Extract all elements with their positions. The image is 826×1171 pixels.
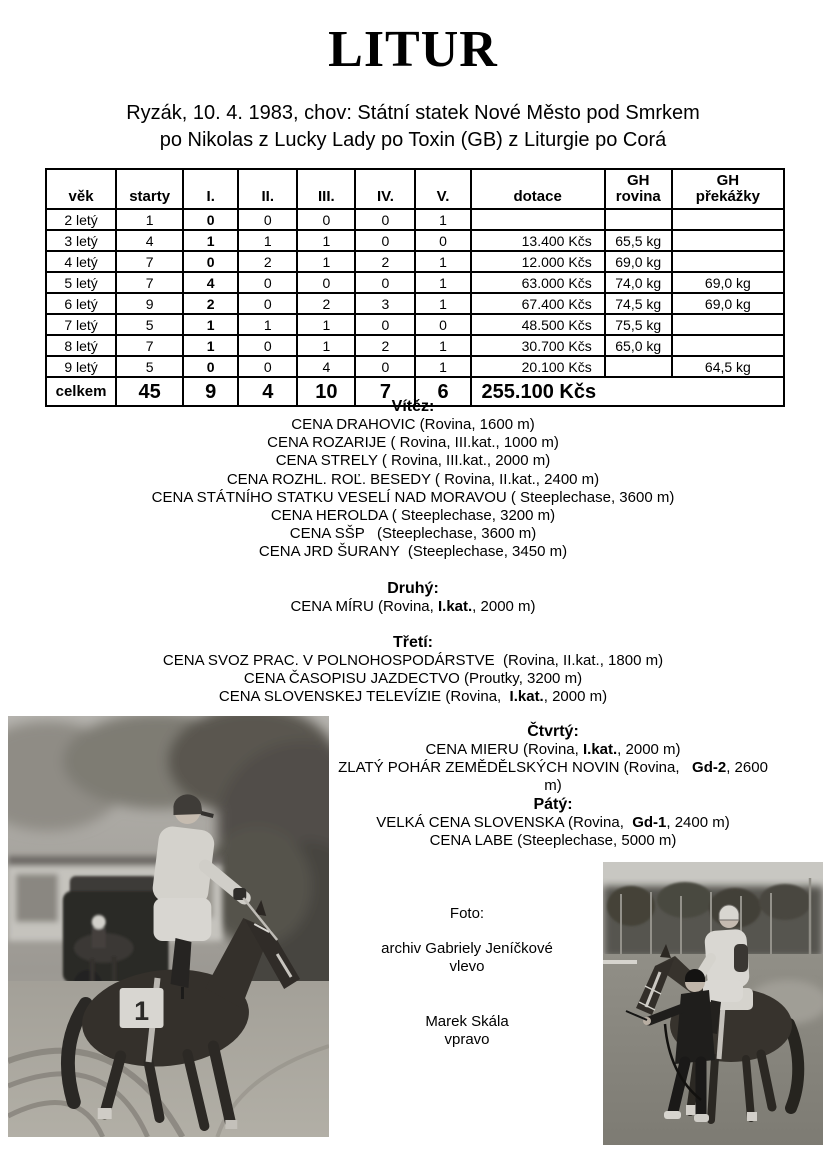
cell: 1: [183, 314, 238, 335]
section-heading-paty: Pátý:: [533, 796, 573, 813]
cell: [672, 251, 784, 272]
photo-credit-right-position: vpravo: [444, 1031, 490, 1048]
cell: [471, 209, 605, 230]
cell: 0: [355, 230, 415, 251]
jockey-breeches: [154, 898, 212, 941]
cell: 1: [415, 335, 470, 356]
cell: [672, 335, 784, 356]
prize-line-bold-segment: I.kat.: [582, 741, 618, 758]
prize-line-bold-segment: Gd-2: [692, 759, 727, 777]
col-header-0: věk: [46, 169, 116, 209]
horse-description: [0, 100, 826, 154]
photo-credits-heading: Foto:: [449, 905, 485, 922]
total-cell: 9: [183, 377, 238, 406]
table-row: [46, 209, 784, 230]
cell: 0: [415, 314, 470, 335]
cell: 3 letý: [46, 230, 116, 251]
prize-line-segment: CENA SVOZ PRAC. V POLNOHOSPODÁRSTVE (Rovina, II.kat., 1800 m): [162, 652, 664, 669]
cell: 0: [183, 356, 238, 377]
results-table: [45, 168, 785, 407]
prize-line: [0, 434, 826, 452]
cell: 0: [238, 272, 297, 293]
prize-section-second: [0, 580, 826, 616]
cell: 4: [116, 230, 183, 251]
prize-line: [0, 688, 826, 706]
left-photo-jockey-on-racehorse: [8, 716, 329, 1137]
prize-line-segment: , 2000 m): [617, 741, 681, 758]
prize-line-segment: CENA ROZARIJE ( Rovina, III.kat., 1000 m): [267, 434, 559, 452]
cell: 0: [183, 251, 238, 272]
prize-line-segment: CENA STÁTNÍHO STATKU VESELÍ NAD MORAVOU ( Steeplechase, 3600 m): [151, 488, 675, 506]
cell: 0: [238, 356, 297, 377]
prize-line: [0, 471, 826, 489]
prize-line-segment: , 2600 m): [544, 759, 773, 795]
cell: 0: [415, 230, 470, 251]
white-sock: [686, 1105, 697, 1115]
cell: 5: [116, 356, 183, 377]
prize-line-segment: , 2000 m): [543, 688, 608, 706]
table-row: [46, 314, 784, 335]
prize-line: [0, 525, 826, 543]
cell: 1: [297, 314, 355, 335]
cell: 20.100 Kčs: [471, 356, 605, 377]
cell: 0: [297, 272, 355, 293]
cell: 1: [415, 209, 470, 230]
col-header-5: IV.: [355, 169, 415, 209]
prize-line-segment: ZLATÝ POHÁR ZEMĚDĚLSKÝCH NOVIN (Rovina,: [338, 759, 693, 777]
cell: 4: [183, 272, 238, 293]
table-header: [46, 169, 784, 209]
cell: 6 letý: [46, 293, 116, 314]
section-heading-vitez: Vítěz:: [391, 398, 435, 415]
cell: 7: [116, 335, 183, 356]
cell: 30.700 Kčs: [471, 335, 605, 356]
header-row: [46, 169, 784, 209]
hoof: [225, 1120, 237, 1129]
table-row: [46, 293, 784, 314]
jockey-cap: [719, 905, 739, 920]
white-fetlock: [98, 1108, 112, 1119]
cell: 7: [116, 272, 183, 293]
cell: 9 letý: [46, 356, 116, 377]
prize-line: [0, 416, 826, 434]
cell: [672, 209, 784, 230]
cell: 0: [355, 209, 415, 230]
cell: 7 letý: [46, 314, 116, 335]
prize-line-segment: VELKÁ CENA SLOVENSKA (Rovina,: [376, 814, 633, 831]
prize-line-segment: , 2000 m): [472, 598, 536, 615]
cell: 12.000 Kčs: [471, 251, 605, 272]
cell: 1: [238, 230, 297, 251]
cell: 65,5 kg: [605, 230, 672, 251]
section-heading-druhy: Druhý:: [387, 580, 439, 597]
prize-line: [330, 741, 776, 759]
right-photo-groom-leading-horse: [603, 862, 823, 1145]
cell: 64,5 kg: [672, 356, 784, 377]
cell: 0: [355, 356, 415, 377]
prize-line-segment: , 2400 m): [666, 814, 730, 831]
cell: 1: [238, 314, 297, 335]
cell: 1: [415, 251, 470, 272]
total-cell: 7: [355, 377, 415, 406]
cell: 63.000 Kčs: [471, 272, 605, 293]
prize-section-third: [0, 634, 826, 707]
cell: 1: [415, 293, 470, 314]
table-row: [46, 335, 784, 356]
prize-line: [330, 832, 776, 850]
prize-line-segment: CENA HEROLDA ( Steeplechase, 3200 m): [270, 507, 556, 525]
cell: 2: [355, 251, 415, 272]
page-title: LITUR: [328, 21, 498, 78]
photo-credit-left-name: archiv Gabriely Jeníčkové: [381, 940, 553, 957]
white-rail: [603, 960, 637, 964]
bib-number-text: 1: [134, 995, 150, 1027]
cell: 1: [415, 272, 470, 293]
cell: 2 letý: [46, 209, 116, 230]
groom-shoe-right: [694, 1114, 709, 1122]
total-cell: 10: [297, 377, 355, 406]
prize-line-segment: CENA ČASOPISU JAZDECTVO (Proutky, 3200 m): [243, 670, 583, 688]
cell: 3: [355, 293, 415, 314]
right-photo-illustration: [603, 862, 823, 1145]
description-line-1: Ryzák, 10. 4. 1983, chov: Státní statek Nové Město pod Smrkem: [126, 102, 700, 124]
cell: 2: [238, 251, 297, 272]
cell: 4: [297, 356, 355, 377]
col-header-3: II.: [238, 169, 297, 209]
cell: 69,0 kg: [672, 293, 784, 314]
prize-section-fifth: [330, 796, 776, 850]
cell: 4 letý: [46, 251, 116, 272]
photo-credits: [352, 905, 582, 1049]
cell: [672, 230, 784, 251]
prize-line-segment: CENA STRELY ( Rovina, III.kat., 2000 m): [275, 452, 551, 470]
cell: 2: [183, 293, 238, 314]
cell: [605, 356, 672, 377]
cell: 2: [297, 293, 355, 314]
prize-line-segment: CENA LABE (Steeplechase, 5000 m): [429, 832, 677, 850]
cell: [672, 314, 784, 335]
cell: 0: [183, 209, 238, 230]
groom-shoe-left: [664, 1111, 681, 1119]
table-row: [46, 230, 784, 251]
cell: 48.500 Kčs: [471, 314, 605, 335]
cell: 1: [415, 356, 470, 377]
prize-line-segment: CENA DRAHOVIC (Rovina, 1600 m): [291, 416, 535, 433]
cell: 8 letý: [46, 335, 116, 356]
prize-line-bold-segment: Gd-1: [632, 814, 667, 831]
section-heading-treti: Třetí:: [393, 634, 433, 651]
prize-line: [330, 814, 776, 832]
white-sock-2: [747, 1112, 757, 1121]
photo-credit-left-position: vlevo: [449, 958, 485, 975]
prize-line: [0, 598, 826, 616]
cell: 0: [238, 293, 297, 314]
cell: 1: [297, 251, 355, 272]
prize-line: [0, 452, 826, 470]
col-header-9: GH překážky: [672, 169, 784, 209]
table-row: [46, 356, 784, 377]
col-header-1: starty: [116, 169, 183, 209]
cell: 9: [116, 293, 183, 314]
prize-line: [0, 489, 826, 507]
cell: 75,5 kg: [605, 314, 672, 335]
cell: 7: [116, 251, 183, 272]
total-cell: 4: [238, 377, 297, 406]
total-dotace-cell: 255.100 Kčs: [471, 377, 784, 406]
table-body: [46, 209, 784, 406]
total-cell: 45: [116, 377, 183, 406]
cell: 5: [116, 314, 183, 335]
prize-line-segment: CENA MÍRU (Rovina,: [290, 598, 438, 615]
prize-section-fourth: [330, 723, 776, 796]
groom-jacket: [675, 990, 715, 1064]
table-row: [46, 251, 784, 272]
section-heading-ctvrty: Čtvrtý:: [527, 723, 579, 740]
cell: 1: [183, 230, 238, 251]
left-photo-illustration: [8, 716, 329, 1137]
cell: 2: [355, 335, 415, 356]
col-header-6: V.: [415, 169, 470, 209]
prize-line-bold-segment: I.kat.: [509, 688, 544, 706]
cell: 0: [355, 314, 415, 335]
cell: 0: [355, 272, 415, 293]
cell: 69,0 kg: [672, 272, 784, 293]
prize-section-winner: [0, 398, 826, 562]
cell: 1: [297, 335, 355, 356]
cell: 0: [297, 209, 355, 230]
prize-line-segment: CENA ROZHL. ROĽ. BESEDY ( Rovina, II.kat., 2400 m): [226, 470, 600, 488]
total-cell: celkem: [46, 377, 116, 406]
prize-line-segment: CENA JRD ŠURANY (Steeplechase, 3450 m): [258, 543, 568, 561]
cell: [605, 209, 672, 230]
prize-line: [330, 759, 776, 795]
photo-credit-right-name: Marek Skála: [425, 1013, 509, 1030]
cell: 69,0 kg: [605, 251, 672, 272]
table-row: [46, 272, 784, 293]
cell: 5 letý: [46, 272, 116, 293]
cell: 1: [297, 230, 355, 251]
prize-line: [0, 652, 826, 670]
col-header-7: dotace: [471, 169, 605, 209]
total-cell: 6: [415, 377, 470, 406]
col-header-8: GH rovina: [605, 169, 672, 209]
cell: 67.400 Kčs: [471, 293, 605, 314]
cell: 0: [238, 209, 297, 230]
prize-line-bold-segment: I.kat.: [437, 598, 473, 615]
cell: 74,0 kg: [605, 272, 672, 293]
prize-line-segment: CENA SLOVENSKEJ TELEVÍZIE (Rovina,: [218, 688, 510, 706]
prize-line: [0, 507, 826, 525]
jacket-trim: [734, 944, 748, 972]
cell: 13.400 Kčs: [471, 230, 605, 251]
description-line-2: po Nikolas z Lucky Lady po Toxin (GB) z Liturgie po Corá: [159, 129, 667, 151]
col-header-4: III.: [297, 169, 355, 209]
col-header-2: I.: [183, 169, 238, 209]
cell: 1: [183, 335, 238, 356]
cell: 65,0 kg: [605, 335, 672, 356]
prize-line: [0, 543, 826, 561]
prize-line: [0, 670, 826, 688]
prize-line-segment: CENA MIERU (Rovina,: [425, 741, 583, 758]
spacer: [352, 976, 582, 1013]
cell: 0: [238, 335, 297, 356]
cell: 74,5 kg: [605, 293, 672, 314]
prize-line-segment: CENA SŠP (Steeplechase, 3600 m): [289, 525, 537, 543]
cell: 1: [116, 209, 183, 230]
